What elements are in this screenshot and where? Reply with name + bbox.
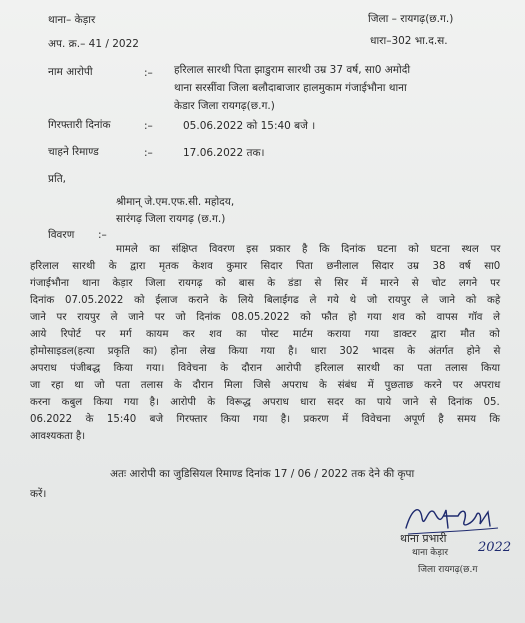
request-line-2: करें। bbox=[30, 488, 47, 500]
details-line: जा रहा था जो पता तलास के दौरान मिला जिसे अपराध के संबंध में पुछताछ करने पर अपराध bbox=[30, 380, 501, 391]
details-paragraph bbox=[30, 241, 500, 445]
accused-line-3: केडार जिला रायगढ़(छ.ग.) bbox=[174, 100, 275, 112]
signature-stamp-line-3: जिला रायगढ़(छ.ग bbox=[418, 565, 478, 575]
details-line: अपराध पंजीबद्ध किया गया। विवेचना के दौरान आरोपी हरिलाल सारथी का पता तलास किया bbox=[30, 363, 500, 374]
accused-line-1: हरिलाल सारथी पिता झाडुराम सारथी उम्र 37 वर्ष, सा0 अमोदी bbox=[174, 64, 411, 76]
accused-line-2: थाना सरसींवा जिला बलौदाबाजार हालमुकाम गंजाईभौना थाना bbox=[174, 82, 407, 94]
case-number: अप. क्र.– 41 / 2022 bbox=[48, 38, 139, 50]
details-line: 06.2022 के 15:40 बजे गिरफ्तार किया गया है। प्रकरण में विवेचना अपूर्ण है समय कि bbox=[30, 414, 500, 425]
details-line: हरिलाल सारथी के द्वारा मृतक केशव कुमार सिदार पिता छनीलाल सिदार उम्र 38 वर्ष सा0 bbox=[30, 261, 501, 272]
accused-separator: :– bbox=[144, 67, 153, 79]
details-line: होमोसाइडल(हत्या प्रकृति का) होना लेख किया गया है। धारा 302 भादस के अंतर्गत होने से bbox=[30, 346, 501, 357]
remand-value: 17.06.2022 तक। bbox=[183, 147, 265, 159]
section-text: धारा–302 भा.द.स. bbox=[370, 35, 448, 47]
district-name: जिला – रायगढ़(छ.ग.) bbox=[368, 13, 454, 25]
arrest-label: गिरफ्तारी दिनांक bbox=[48, 119, 111, 131]
details-line: करना कबुल किया गया है। आरोपी के विरूद्ध अपराध धारा सदर का पाये जाने से दिनांक 05. bbox=[30, 397, 500, 408]
details-line: दिनांक 07.05.2022 को ईलाज कराने के लिये बिलाईगढ ले गये थे जो रायपुर ले जाने को कहे bbox=[30, 295, 501, 306]
request-line-1: अतः आरोपी का जुडिसियल रिमाण्ड दिनांक 17 / 06 / 2022 तक देने की कृपा bbox=[110, 468, 415, 480]
details-line: आये रिपोर्ट पर मर्ग कायम कर शव का पोस्ट मार्टम कराया गया डाक्टर द्वारा मौत को bbox=[30, 329, 500, 340]
details-line: आवश्यकता है। bbox=[30, 431, 86, 442]
prati-label: प्रति, bbox=[48, 173, 67, 185]
station-name: थाना– केड़ार bbox=[48, 14, 96, 26]
arrest-value: 05.06.2022 को 15:40 बजे । bbox=[183, 120, 316, 132]
details-separator: :– bbox=[98, 229, 107, 241]
signature-stamp-line-1: थाना प्रभारी bbox=[400, 532, 447, 545]
details-label: विवरण bbox=[48, 229, 75, 241]
details-line: गंजाईभौना थाना केड़ार जिला रायगढ़ को बास के डंडा से सिर में मारने से चोट लगने पर bbox=[30, 278, 501, 289]
addressee-line-1: श्रीमान् जे.एम.एफ.सी. महोदय, bbox=[116, 196, 235, 208]
remand-separator: :– bbox=[144, 147, 153, 159]
details-line: मामले का संक्षिप्त विवरण इस प्रकार है कि दिनांक घटना को घटना स्थल पर bbox=[116, 244, 501, 255]
accused-label: नाम आरोपी bbox=[48, 66, 93, 78]
details-line: जाने पर रायपुर ले जाने पर जो दिनांक 08.05.2022 को फौत हो गया शव को वापस गॉव ले bbox=[30, 312, 500, 323]
arrest-separator: :– bbox=[144, 120, 153, 132]
remand-label: चाहने रिमाण्ड bbox=[48, 146, 99, 158]
addressee-line-2: सारंगढ़ जिला रायगढ़ (छ.ग.) bbox=[116, 213, 226, 225]
signature-stamp-line-2: थाना केड़ार bbox=[412, 548, 449, 558]
signature-handwritten-date: 2022 bbox=[478, 540, 512, 555]
